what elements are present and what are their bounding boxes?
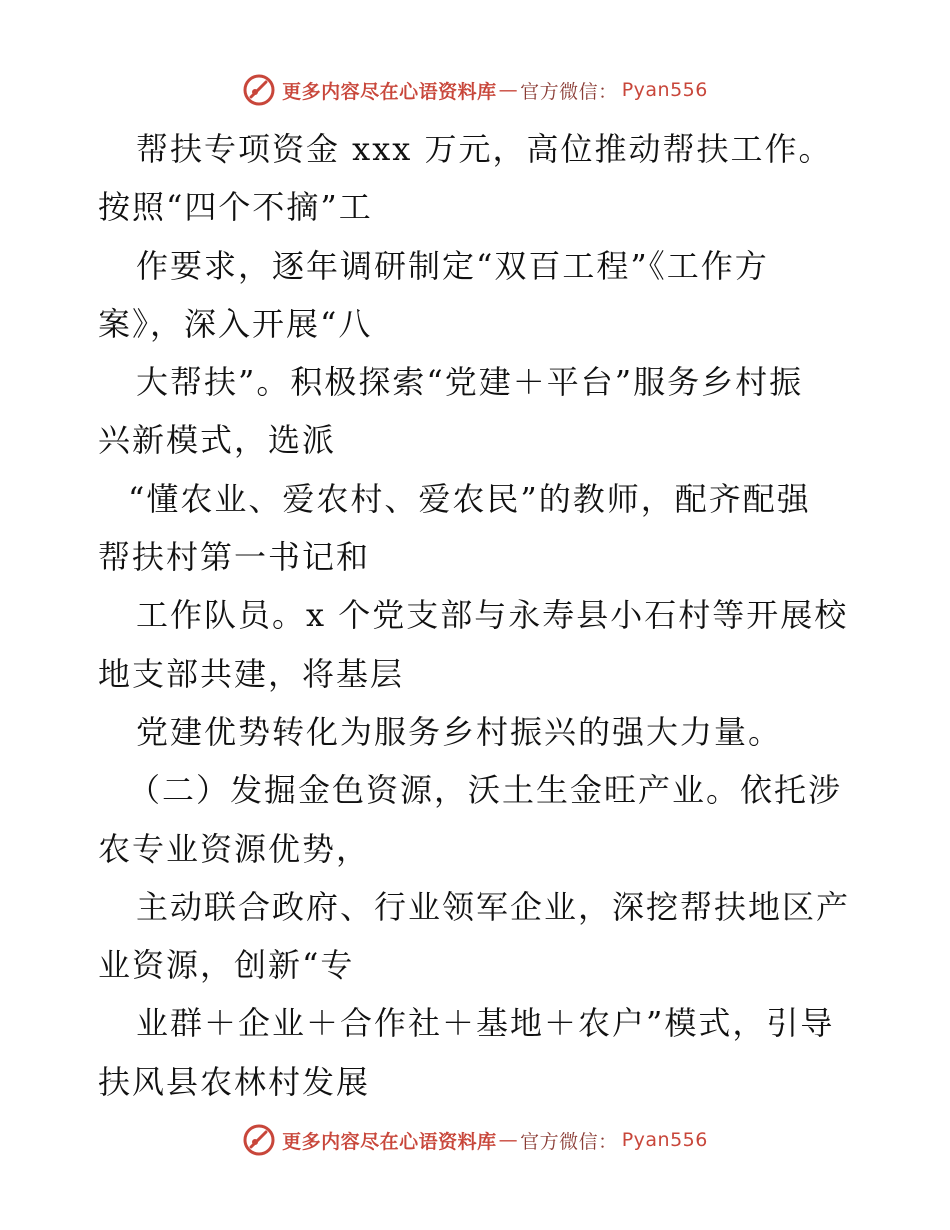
header-dash: — (498, 79, 519, 101)
body-line: 地支部共建，将基层 (98, 654, 405, 693)
header-banner (0, 72, 950, 108)
footer-banner (0, 1122, 950, 1158)
footer-wechat-id: Pyan556 (621, 1129, 708, 1151)
body-line: 业群＋企业＋合作社＋基地＋农户”模式，引导 (136, 1004, 835, 1043)
body-line: 案》，深入开展“八 (98, 304, 373, 343)
logo-icon (242, 73, 276, 107)
body-line: 大帮扶”。积极探索“党建＋平台”服务乡村振 (136, 363, 804, 402)
body-line: 兴新模式，选派 (98, 421, 337, 460)
body-line: 主动联合政府、行业领军企业，深挖帮扶地区产 (136, 887, 851, 926)
section-heading-line: （二）发掘金色资源，沃土生金旺产业。依托涉 (128, 771, 843, 810)
footer-sub-text: 官方微信： (520, 1130, 618, 1153)
body-line: 按照“四个不摘”工 (98, 188, 373, 227)
body-line: 扶风县农林村发展 (98, 1062, 371, 1101)
footer-main-text: 更多内容尽在心语资料库 (282, 1130, 497, 1153)
body-line: 作要求，逐年调研制定“双百工程”《工作方 (136, 246, 769, 285)
body-line: 工作队员。x 个党支部与永寿县小石村等开展校 (136, 596, 849, 635)
header-wechat-id: Pyan556 (621, 79, 708, 101)
body-line: 帮扶专项资金 xxx 万元，高位推动帮扶工作。 (136, 130, 833, 168)
header-main-text: 更多内容尽在心语资料库 (282, 80, 497, 103)
body-line: 帮扶村第一书记和 (98, 538, 371, 577)
body-line: “懂农业、爱农村、爱农民”的教师，配齐配强 (128, 479, 811, 518)
header-sub-text: 官方微信： (520, 80, 618, 103)
body-line: 党建优势转化为服务乡村振兴的强大力量。 (136, 712, 783, 751)
footer-dash: — (498, 1129, 519, 1151)
document-body (98, 120, 858, 1111)
logo-icon (242, 1123, 276, 1157)
body-line: 农专业资源优势， (98, 829, 371, 868)
body-line: 业资源，创新“专 (98, 946, 355, 985)
